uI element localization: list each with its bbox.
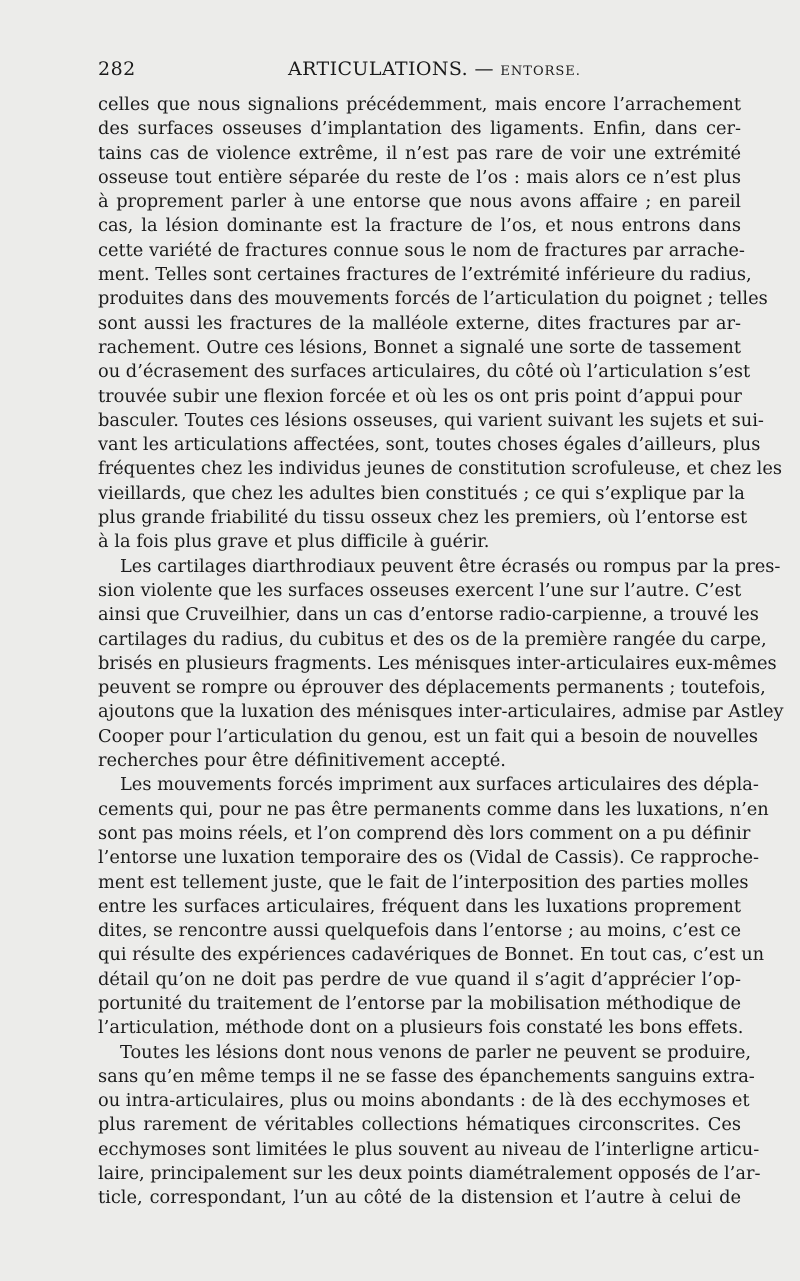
running-title-subtitle: ENTORSE. xyxy=(500,64,581,79)
text-line: ecchymoses sont limitées le plus souvent au niveau de l’interligne articu- xyxy=(98,1138,760,1160)
text-line: sans qu’en même temps il ne se fasse des épanchements sanguins extra- xyxy=(98,1065,755,1087)
text-line: portunité du traitement de l’entorse par la mobilisation méthodique de xyxy=(98,992,741,1014)
text-line: à la fois plus grave et plus difficile à guérir. xyxy=(98,531,490,553)
text-line: osseuse tout entière séparée du reste de l’os : mais alors ce n’est plus xyxy=(98,166,741,188)
text-line: Les mouvements forcés impriment aux surfaces articulaires des dépla- xyxy=(120,774,759,796)
text-line: sion violente que les surfaces osseuses exercent l’une sur l’autre. C’est xyxy=(98,579,742,601)
text-line: ajoutons que la luxation des ménisques inter-articulaires, admise par Astley xyxy=(98,701,784,723)
text-line: l’articulation, méthode dont on a plusieurs fois constaté les bons effets. xyxy=(98,1017,744,1039)
text-line: vieillards, que chez les adultes bien constitués ; ce qui s’explique par la xyxy=(98,482,745,504)
text-line: ment est tellement juste, que le fait de l’interposition des parties molles xyxy=(98,871,749,893)
text-line: ainsi que Cruveilhier, dans un cas d’entorse radio-carpienne, a trouvé les xyxy=(98,604,759,626)
text-line: peuvent se rompre ou éprouver des déplacements permanents ; toutefois, xyxy=(98,677,766,699)
text-line: Cooper pour l’articulation du genou, est un fait qui a besoin de nouvelles xyxy=(98,725,759,747)
text-line: rachement. Outre ces lésions, Bonnet a signalé une sorte de tassement xyxy=(98,336,741,358)
text-line: laire, principalement sur les deux points diamétralement opposés de l’ar- xyxy=(98,1163,761,1185)
text-line: ment. Telles sont certaines fractures de l’extrémité inférieure du radius, xyxy=(98,264,752,286)
text-line: plus grande friabilité du tissu osseux chez les premiers, où l’entorse est xyxy=(98,507,748,529)
text-line: ou intra-articulaires, plus ou moins abondants : de là des ecchymoses et xyxy=(98,1090,750,1112)
text-line: vant les articulations affectées, sont, toutes choses égales d’ailleurs, plus xyxy=(98,434,761,456)
text-line: des surfaces osseuses d’implantation des ligaments. Enfin, dans cer- xyxy=(98,118,741,140)
text-line: recherches pour être définitivement accepté. xyxy=(98,750,506,772)
text-line: sont pas moins réels, et l’on comprend dès lors comment on a pu définir xyxy=(98,822,751,844)
text-line: tains cas de violence extrême, il n’est pas rare de voir une extrémité xyxy=(98,142,741,164)
text-line: à proprement parler à une entorse que nous avons affaire ; en pareil xyxy=(98,191,741,213)
text-line: cartilages du radius, du cubitus et des os de la première rangée du carpe, xyxy=(98,628,767,650)
text-line: plus rarement de véritables collections hématiques circonscrites. Ces xyxy=(98,1114,741,1136)
text-line: produites dans des mouvements forcés de l’articulation du poignet ; telles xyxy=(98,288,768,310)
text-line: l’entorse une luxation temporaire des os (Vidal de Cassis). Ce rapproche- xyxy=(98,847,760,869)
text-line: détail qu’on ne doit pas perdre de vue quand il s’agit d’apprécier l’op- xyxy=(98,968,741,990)
text-line: dites, se rencontre aussi quelquefois dans l’entorse ; au moins, c’est ce xyxy=(98,920,741,942)
running-title xyxy=(288,58,581,80)
text-line: sont aussi les fractures de la malléole externe, dites fractures par ar- xyxy=(98,312,741,334)
running-title-separator: — xyxy=(474,58,494,80)
text-line: celles que nous signalions précédemment, mais encore l’arrachement xyxy=(98,94,741,115)
text-line: cette variété de fractures connue sous le nom de fractures par arrache- xyxy=(98,239,745,261)
body-text xyxy=(98,93,784,1211)
text-line: trouvée subir une flexion forcée et où les os ont pris point d’appui pour xyxy=(98,385,742,407)
text-line: qui résulte des expériences cadavériques de Bonnet. En tout cas, c’est un xyxy=(98,944,765,966)
running-title-main: ARTICULATIONS. xyxy=(288,58,469,80)
text-line: brisés en plusieurs fragments. Les ménisques inter-articulaires eux-mêmes xyxy=(98,652,777,674)
text-line: cas, la lésion dominante est la fracture de l’os, et nous entrons dans xyxy=(98,215,741,237)
text-line: basculer. Toutes ces lésions osseuses, qui varient suivant les sujets et sui- xyxy=(98,409,764,431)
text-line: Toutes les lésions dont nous venons de parler ne peuvent se produire, xyxy=(120,1041,751,1063)
running-head xyxy=(98,58,738,86)
page-number: 282 xyxy=(98,58,136,80)
text-line: ticle, correspondant, l’un au côté de la distension et l’autre à celui de xyxy=(98,1187,741,1209)
text-line: entre les surfaces articulaires, fréquent dans les luxations proprement xyxy=(98,895,741,917)
text-line: cements qui, pour ne pas être permanents comme dans les luxations, n’en xyxy=(98,798,769,820)
text-line: ou d’écrasement des surfaces articulaires, du côté où l’articulation s’est xyxy=(98,361,751,383)
text-line: fréquentes chez les individus jeunes de constitution scrofuleuse, et chez les xyxy=(98,458,783,480)
text-line: Les cartilages diarthrodiaux peuvent être écrasés ou rompus par la pres- xyxy=(120,555,781,577)
